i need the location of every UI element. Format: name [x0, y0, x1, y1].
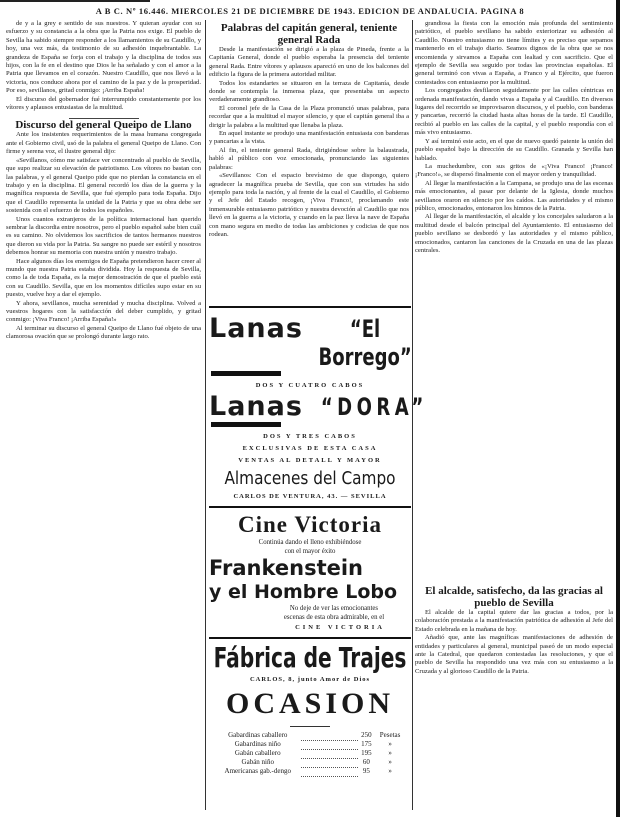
article-headline: Palabras del capitán general, teniente general Rada	[220, 22, 398, 46]
article-headline: El alcalde, satisfecho, da las gracias al pueblo de Sevilla	[425, 585, 603, 609]
paragraph: Y ahora, sevillanos, mucha serenidad y mucha disciplina. Volved a vuestros hogares con la satisfacción del deber cumplido, y gritad conmigo: ¡Viva Franco! ¡Arriba España!»	[6, 299, 201, 324]
ad-factory-name: Fábrica de Trajes	[213, 641, 407, 674]
ad-ocasion: OCASION	[225, 687, 395, 720]
page-edge	[616, 0, 620, 817]
paragraph: La muchedumbre, con sus gritos de «¡Viva Franco! ¡Franco! ¡Franco!», se dispersó finalmente con el mayor orden y tranquilidad.	[415, 162, 613, 179]
price-row: Gabán caballero 195 »	[234, 749, 392, 757]
ad-cinema-text: Continúa dando el lleno exhibiéndose con el mayor éxito	[258, 539, 362, 555]
paragraph: Hace algunos días los enemigos de España pretendieron hacer creer al mundo que nuestra Patria estaba dividida. Hoy la respuesta de Sevilla, como la de toda España, es la mejor demostración de que el pueblo está con su Caudillo. Sevilla, que en los momentos difíciles supo estar en su puesto, vuelve hoy a dar el ejemplo.	[6, 257, 201, 299]
paragraph: Al llegar de la manifestación, el alcalde y los concejales saludaron a la multitud desde el balcón principal del Ayuntamiento. El entusiasmo del pueblo sevillano se desbordó y las autoridades y el mismo público, emocionados, cantaron las canciones de la Cruzada en una de las plazas centrales.	[415, 213, 613, 254]
paragraph: Ante los insistentes requerimientos de la masa humana congregada ante el Gobierno civil, usó de la palabra el general Queipo de Llano. Con firme y serena voz, el ilustre general dijo:	[6, 131, 201, 156]
paragraph: En aquel instante se produjo una manifestación entusiasta con banderas y pancartas a la vista.	[209, 130, 409, 146]
ad-lanas-label: Lanas	[209, 391, 303, 422]
price-row: Gabardinas niño 175 »	[234, 740, 392, 748]
ad-cinema-name-small: CINE VICTORIA	[295, 624, 385, 631]
ad-store-name: Almacenes del Campo	[224, 468, 396, 489]
paragraph: El coronel jefe de la Casa de la Plaza pronunció unas palabras, para recordar que a la multitud el mayor silencio, y que el capitán general iba a dirigir la palabra a la multitud que llenaba la plaza.	[209, 104, 409, 129]
ad-subtitle: DOS Y CUATRO CABOS	[255, 382, 365, 389]
price-list	[215, 731, 405, 777]
top-border	[0, 0, 150, 2]
ad-cinema-text: No deje de ver las emocionantes escenas de esta obra admirable, en el	[283, 605, 385, 621]
paragraph: El alcalde de la capital quiere dar las gracias a todos, por la colaboración prestada a la manifestación patriótica de adhesión al Jefe del Estado celebrada en la mañana de hoy.	[415, 609, 613, 633]
paragraph: Todos los estandartes se situaron en la terraza de Capitanía, desde donde se contempla la inmensa plaza, que presentaba un aspecto verdaderamente grandioso.	[209, 79, 409, 104]
ad-film-title: y el Hombre Lobo	[209, 581, 398, 603]
center-column	[209, 20, 409, 304]
paragraph: Y así terminó este acto, en el que de nuevo quedó patente la unión del pueblo español bajo la dirección de su Caudillo. Granada y Sevilla han hablado.	[415, 137, 613, 162]
right-column-article	[415, 585, 613, 780]
paragraph: Al fin, el teniente general Rada, dirigiéndose sobre la balaustrada, habló al público con voz emocionada, pronunciando las siguientes palabras:	[209, 146, 409, 171]
paragraph: El discurso del gobernador fué interrumpido constantemente por los vítores y aplausos entusiastas de la multitud.	[6, 95, 201, 112]
paragraph: «Sevillanos, cómo me satisface ver concentrado al pueblo de Sevilla, que supo realizar su elevación de patriotismo. Los vítores no bastan con las palabras, y el general Queipo pide que no pierdan la constancia en el trabajo y en la disciplina. El general recordó los días de la guerra y la magnífica respuesta de Sevilla, que fué ejemplo para toda España. Dijo que el Caudillo representa la unidad de la Patria y que su obra debe ser sostenida con el esfuerzo de todos los españoles.	[6, 156, 201, 215]
ad-subtitle: DOS Y TRES CABOS	[263, 433, 357, 440]
ad-brand-dora: “DORA”	[320, 393, 428, 421]
price-row: Gabán niño 60 »	[241, 758, 392, 766]
ad-film-title: Frankenstein	[209, 556, 364, 580]
left-column	[6, 20, 201, 810]
ad-cinema-name: Cine Victoria	[238, 512, 382, 537]
paragraph: Los congregados desfilaron seguidamente por las calles céntricas en ordenada manifestación, dando vivas a España y al Caudillo. En diversos lugares del recorrido se improvisaron discursos, y el pueblo, con banderas y pancartas, recorrió la ciudad hasta altas horas de la tarde. El Caudillo, recibió al pueblo en las calles de la capital, y el pueblo respondía con el más vivo entusiasmo.	[415, 87, 613, 137]
paragraph: Al terminar su discurso el general Queipo de Llano fué objeto de una clamorosa ovación que se prolongó durante largo rato.	[6, 324, 201, 341]
paragraph: grandiosa la fiesta con la emoción más profunda del sentimiento patriótico, el pueblo sevillano ha sabido exteriorizar su adhesión al Caudillo. Nuestro entusiasmo no tiene límites y es preciso que sepamos mantenerlo en el trabajo diario. Seamos dignos de la obra que se nos encomienda y sirvamos a España con lealtad y con sacrificio. Que el ejemplo de Sevilla sea seguido por todas las provincias españolas. El general terminó con vivas a España, a Franco y al Ejército, que fueron contestados con entusiasmo por la multitud.	[415, 20, 613, 86]
price-row: Americanas gab.-dengo 95 »	[224, 767, 392, 775]
ad-exclusive: EXCLUSIVAS DE ESTA CASA	[242, 445, 378, 452]
paragraph: de y a la grey e sentido de sus nuestros. Y quieran ayudar con su esfuerzo y su constancia a la obra que la Patria nos exige. El pueblo de Sevilla ha sabido siempre responder a los llamamientos de su Caudillo, y hoy, una vez más, da testimonio de su adhesión inquebrantable. La grandeza de España se forja con el trabajo y la disciplina de todos sus hijos, con la fe en el destino que Dios le ha señalado y con el amor a la Patria que llevamos en el corazón. Nuestro Caudillo, que nos llevó a la victoria, nos conduce ahora por el camino de la paz y de la prosperidad. Por eso, sevillanos, gritad conmigo: ¡Arriba España!	[6, 20, 201, 95]
column-rule	[205, 20, 206, 810]
ad-factory-address: CARLOS, 8, junto Amor de Dios	[249, 676, 371, 683]
page-header: A B C. Nº 16.446. MIERCOLES 21 DE DICIEMBRE DE 1943. EDICION DE ANDALUCIA. PAGINA 8	[95, 6, 525, 16]
ad-sales: VENTAS AL DETALL Y MAYOR	[238, 457, 382, 464]
ad-address: CARLOS DE VENTURA, 43. — SEVILLA	[233, 493, 387, 500]
paragraph: Desde la manifestación se dirigió a la plaza de Pineda, frente a la Capitanía General, donde el pueblo esperaba la presencia del teniente general Rada. Entre vítores y aplausos apareció en uno de los balcones del edificio la figura de la primera autoridad militar.	[209, 46, 409, 79]
right-column	[415, 20, 613, 585]
ad-brand-el-borrego: “El Borrego”	[318, 315, 412, 371]
paragraph: Añadió que, ante las magníficas manifestaciones de adhesión de entidades y particulares al general, municipal paseó de un modo especial ante la Catedral, que quedaron contestadas las resoluciones, y que el pueblo de Sevilla ha respondido una vez más con su entusiasmo a la Cruzada y al glorioso Caudillo de la Patria.	[415, 634, 613, 675]
ad-lanas-label: Lanas	[209, 313, 303, 344]
paragraph: Al llegar la manifestación a la Campana, se produjo una de las escenas más emocionantes, al pasar por delante de la Iglesia, donde muchos sevillanos oraron en silencio por los caídos. Las autoridades y el mismo público, emocionados, entonaron los himnos de la Patria.	[415, 179, 613, 212]
paragraph: Unos cuantos extranjeros de la política internacional han querido sembrar la discordia entre nosotros, pero el pueblo español sabe bien cuál es su camino. No olvidemos los sacrificios de tantos hermanos nuestros que dieron su vida por la Patria. Su sangre no puede ser estéril y nosotros debemos honrar su memoria con nuestra unión y nuestro trabajo.	[6, 215, 201, 257]
paragraph: «Sevillanos: Con el espacio brevísimo de que dispongo, quiero agradecer la magnífica prueba de Sevilla, que con sus virtudes ha sido ejemplo para toda la nación, y al frente de la cual el Caudillo, el Gobierno y el Jefe del Estado recogen, ¡Viva Franco!, proclamando este inmensurable entusiasmo patriótico y nuestra devoción al Caudillo que nos llevó en la guerra a la victoria, y cuando en la paz lleva la nave de España con mano segura en medio de todas las ambiciones y codicias de que nos rodean.	[209, 172, 409, 238]
article-headline: Discurso del general Queipo de Llano	[15, 119, 192, 132]
advertisements	[209, 306, 428, 800]
price-row: Gabardinas caballero 250 Pesetas	[228, 731, 401, 739]
